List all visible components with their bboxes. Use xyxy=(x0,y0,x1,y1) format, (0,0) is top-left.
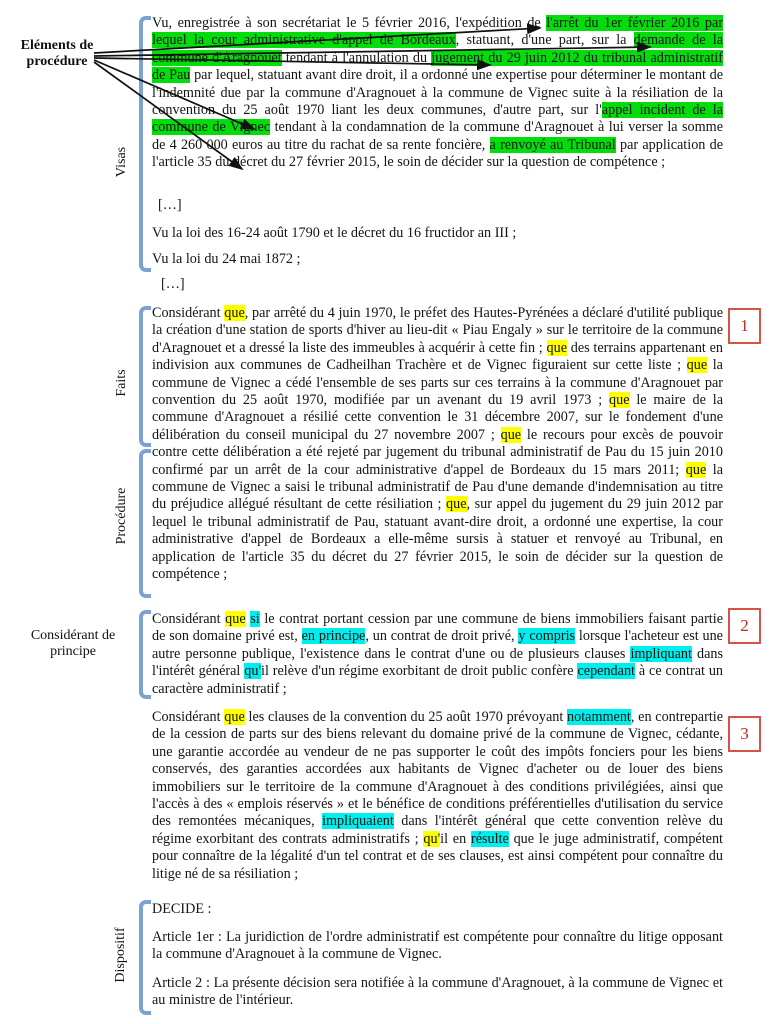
text-run: par application de l'article 35 du décret du 27 février 2015, le soin de décider sur la question de compétence ; xyxy=(152,136,724,171)
text-run: DECIDE : xyxy=(152,901,212,917)
highlight-green: demande de la commune d'Aragnouet xyxy=(152,32,723,66)
highlight-cyan: qu' xyxy=(244,663,262,680)
text-run: par lequel, statuant avant dire droit, il a ordonné une expertise pour déterminer le montant de l'indemnité due par la commune d'Aragnouet à la commune de Vignec suite à la résiliation de la convention du 25 août 1970 liant les deux communes, d'autre part, sur l' xyxy=(152,67,723,119)
margin-label-visas: Visas xyxy=(114,146,129,178)
text-run: , sur appel du jugement du 29 juin 2012 par lequel le tribunal administratif de Pau, statuant avant-dire droit, a ordonné une expertise, la cour administrative d'appel de Bordeaux a elle-même sursis à statuer et renvoyé au Tribunal, en application de l'article 35 du décret du 27 février 2015, le soin de décider sur la question de compétence ; xyxy=(152,496,723,583)
highlight-yellow: que xyxy=(446,496,467,513)
text-run: à ce contrat un caractère administratif ; xyxy=(152,663,724,697)
text-run: la commune de Vignec a cédé l'ensemble de ses parts sur ces terrains à la commune d'Aragnouet par convention du 25 août 1970, modifiée par un avenant du 19 avril 1973 ; xyxy=(152,357,723,409)
paragraph-visas-law-1872 xyxy=(152,251,301,268)
text-run: , un contrat de droit privé, xyxy=(365,628,519,645)
text-run: il relève d'un régime exorbitant de droit public confère xyxy=(261,663,578,680)
paragraph-visas-intro xyxy=(152,15,723,172)
reference-box-1: 1 xyxy=(728,308,761,344)
text-run: que le juge administratif, compétent pour connaître de la légalité d'un tel contrat et de ses clauses, est ainsi compétent pour connaître du litige né de sa résiliation ; xyxy=(152,830,723,882)
text-run: le maire de la commune d'Aragnouet a résilié cette convention le 31 décembre 2007, sur le fondement d'une délibération du conseil municipal du 27 novembre 2007 ; xyxy=(152,392,724,443)
text-run: […] xyxy=(158,197,182,213)
visas-bracket xyxy=(139,16,151,272)
margin-label-considerant-de-principe: Considérant de principe xyxy=(30,628,116,659)
highlight-cyan: en principe xyxy=(301,628,366,645)
paragraph-ellipsis-1 xyxy=(158,197,182,214)
reference-box-3: 3 xyxy=(728,716,761,752)
paragraph-article-1 xyxy=(152,929,723,964)
text-run: Vu la loi des 16-24 août 1790 et le décret du 16 fructidor an III ; xyxy=(152,225,517,241)
text-run: Article 1er : La juridiction de l'ordre administratif est compétente pour connaître du litige opposant la commune d'Aragnouet à la commune de Vignec. xyxy=(152,929,723,963)
text-run: Vu, enregistrée à son secrétariat le 5 février 2016, l'expédition de xyxy=(152,15,547,31)
highlight-green: appel incident de la commune de Vignec xyxy=(152,102,723,136)
text-run: lorsque l'acheteur est une autre personne publique, l'existence dans le contrat d'une ou de plusieurs clauses xyxy=(152,628,723,662)
text-run: tendant à l'annulation du xyxy=(281,49,432,66)
highlight-green: l'arrêt du 1er février 2016 par lequel la cour administrative d'appel de Bordeaux xyxy=(152,15,723,49)
text-run: Considérant xyxy=(152,611,226,627)
highlight-yellow: que xyxy=(685,461,707,478)
procedure-bracket xyxy=(139,449,151,598)
text-run: dans l'intérêt général xyxy=(152,645,723,680)
text-run: des terrains appartenant en indivision aux communes de Cadheilhan Trachère et de Vignec figuraient sur cette liste ; xyxy=(152,339,723,374)
highlight-yellow: que xyxy=(224,305,245,321)
paragraph-ellipsis-2 xyxy=(161,276,185,293)
faits-bracket xyxy=(139,306,151,447)
text-run: , par arrêté du 4 juin 1970, le préfet des Hautes-Pyrénées a déclaré d'utilité publique la création d'une station de sports d'hiver au lieu-dit « Piau Engaly » sur le territoire de la commune d'Aragnouet et a dressé la liste des immeubles à acquérir à cette fin ; xyxy=(152,305,723,356)
text-run: […] xyxy=(161,276,185,292)
text-run: Vu la loi du 24 mai 1872 ; xyxy=(152,251,301,267)
highlight-yellow: que xyxy=(224,709,245,725)
text-run: la commune de Vignec a saisi le tribunal administratif de Pau d'une demande d'indemnisation au titre du préjudice allégué résultant de cette résiliation ; xyxy=(152,461,723,513)
reference-box-2: 2 xyxy=(728,608,761,644)
highlight-yellow: que xyxy=(225,611,246,627)
paragraph-visas-law-1790 xyxy=(152,225,516,242)
paragraph-article-2 xyxy=(152,975,723,1010)
highlight-cyan: cependant xyxy=(577,663,635,680)
highlight-cyan: notamment xyxy=(567,709,631,725)
highlight-yellow: que xyxy=(609,392,630,409)
margin-label-faits: Faits xyxy=(114,369,129,397)
text-run: les clauses de la convention du 25 août 1970 prévoyant xyxy=(244,709,568,725)
text-run: dans l'intérêt général que cette convention relève du régime exorbitant des contrats administratifs ; xyxy=(152,813,724,847)
highlight-cyan: si xyxy=(250,611,260,627)
highlight-yellow: que xyxy=(686,357,708,374)
highlight-cyan: impliquaient xyxy=(322,813,394,830)
dispositif-bracket xyxy=(139,900,151,1015)
paragraph-decide xyxy=(152,901,212,918)
highlight-cyan: y compris xyxy=(518,628,576,645)
highlight-green: a renvoyé au Tribunal xyxy=(489,136,616,153)
considerant-principe-bracket xyxy=(139,610,151,699)
highlight-green: jugement du 29 juin 2012 du tribunal administratif de Pau xyxy=(152,49,723,84)
text-run: tendant à la condamnation de la commune d'Aragnouet à lui verser la somme de 4 260 000 euros au titre du rachat de sa rente foncière, xyxy=(152,119,723,153)
highlight-yellow: que xyxy=(500,426,522,443)
text-run: Considérant xyxy=(152,709,225,725)
text-run: Article 2 : La présente décision sera notifiée à la commune d'Aragnouet, à la commune de Vignec et au ministre de l'intérieur. xyxy=(152,975,723,1009)
text-run: , statuant, d'une part, sur la xyxy=(455,32,634,49)
text-run: , en contrepartie de la cession de parts sur des biens relevant du domaine privé de la commune de Vignec, cédante, une garantie accordée au vendeur de ne pas supporter le coût des impôts fonciers pour les biens conservés, des garanties accordées aux habitants de Vignec d'acheter ou de louer des biens immobiliers sur le territoire de la commune d'Aragnouet à des conditions privilégiées, ainsi que l'accès à des « emplois réservés » et le bénéfice de conditions préférentielles d'utilisation du service des remontées mécaniques, xyxy=(152,709,724,830)
highlight-yellow: qu' xyxy=(423,830,441,847)
text-run: il en xyxy=(440,830,471,847)
paragraph-considerant-principe xyxy=(152,611,723,698)
highlight-cyan: résulte xyxy=(470,830,509,847)
margin-label-dispositif: Dispositif xyxy=(113,927,128,983)
paragraph-considerant-faits xyxy=(152,305,723,584)
highlight-cyan: impliquant xyxy=(630,645,692,662)
margin-label-elements-de-procedure: Eléments de procédure xyxy=(20,38,94,69)
text-run: le contrat portant cession par une commune de biens immobiliers faisant partie de son domaine privé est, xyxy=(152,611,723,645)
highlight-yellow: que xyxy=(546,339,567,356)
paragraph-considerant-application xyxy=(152,709,723,883)
text-run: le recours pour excès de pouvoir contre cette délibération a été rejeté par jugement du tribunal administratif de Pau du 15 juin 2010 confirmé par un arrêt de la cour administrative d'appel de Bordeaux du 15 mars 2011; xyxy=(152,426,723,478)
text-run: Considérant xyxy=(152,305,225,321)
margin-label-procedure: Procédure xyxy=(114,487,129,545)
